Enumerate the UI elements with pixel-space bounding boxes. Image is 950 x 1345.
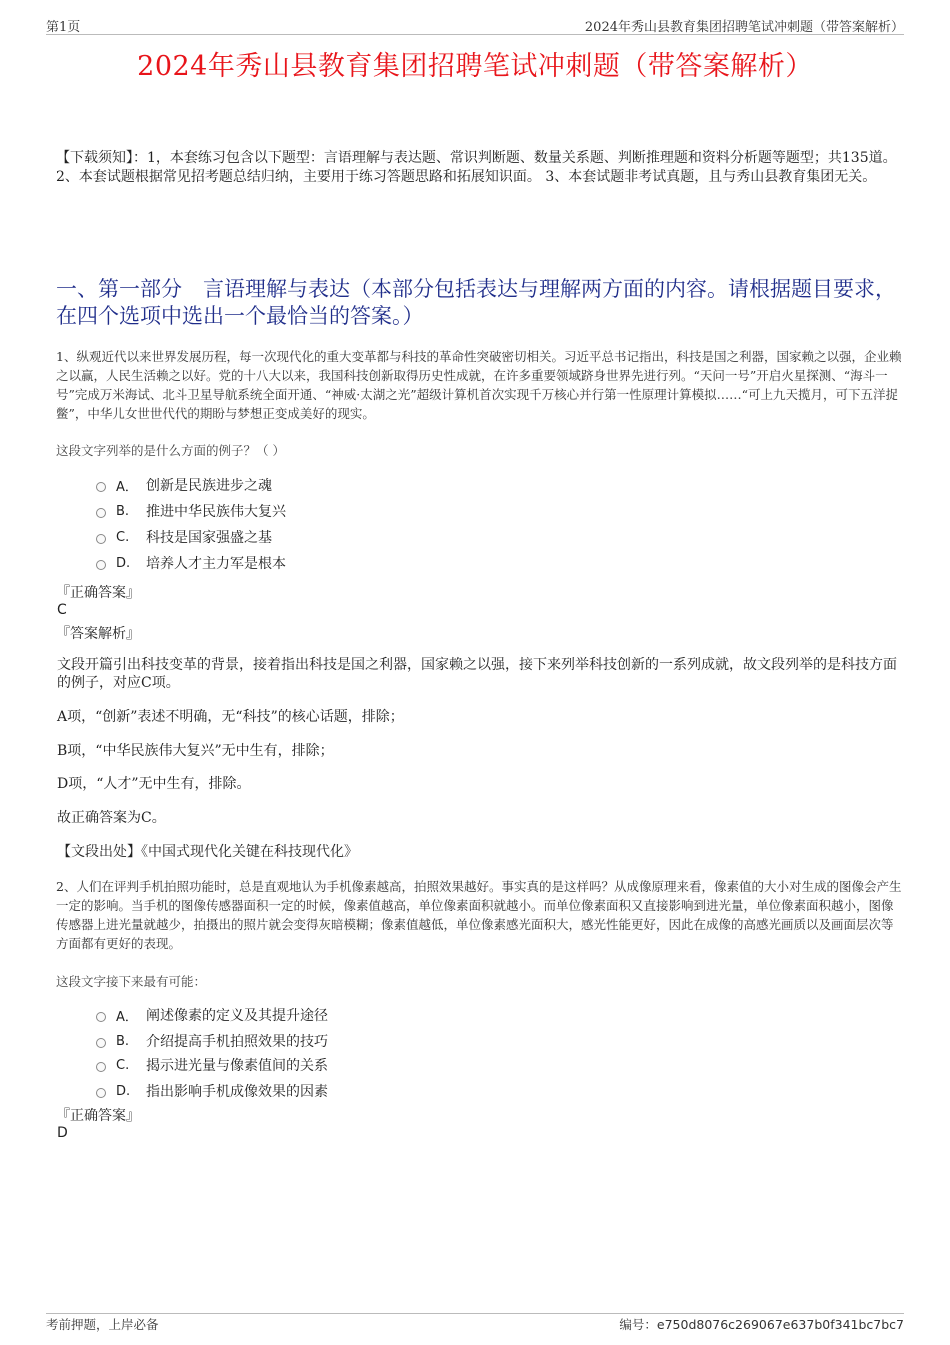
- page-number: 第1页: [46, 20, 81, 35]
- radio-icon[interactable]: [96, 534, 106, 544]
- radio-icon[interactable]: [96, 1088, 106, 1098]
- option-text: 指出影响手机成像效果的因素: [146, 1084, 328, 1100]
- footer-code-value: e750d8076c269067e637b0f341bc7bc7: [656, 1317, 904, 1332]
- page-footer: [46, 1313, 904, 1334]
- page-header: [46, 14, 904, 35]
- question-1-options: [96, 472, 286, 576]
- section-title: 一、第一部分 言语理解与表达（本部分包括表达与理解两方面的内容。请根据题目要求，在四个选项中选出一个最恰当的答案。）: [56, 277, 896, 328]
- radio-icon[interactable]: [96, 482, 106, 492]
- option-text: 推进中华民族伟大复兴: [146, 504, 286, 520]
- question-2-options: [96, 1002, 328, 1106]
- page-title: 2024年秀山县教育集团招聘笔试冲刺题（带答案解析）: [137, 51, 813, 82]
- option-b[interactable]: B. 推进中华民族伟大复兴: [96, 498, 286, 524]
- option-text: 阐述像素的定义及其提升途径: [146, 1008, 328, 1024]
- radio-icon[interactable]: [96, 1062, 106, 1072]
- option-d[interactable]: D. 培养人才主力军是根本: [96, 550, 286, 576]
- option-c[interactable]: C. 揭示进光量与像素值间的关系: [96, 1054, 328, 1076]
- radio-icon[interactable]: [96, 1012, 106, 1022]
- analysis-paragraph-5: 故正确答案为C。: [57, 810, 166, 826]
- option-c[interactable]: C. 科技是国家强盛之基: [96, 524, 286, 550]
- question-1-prompt: 这段文字列举的是什么方面的例子？（ ）: [56, 443, 285, 458]
- answer-value: C: [57, 602, 67, 618]
- option-text: 科技是国家强盛之基: [146, 530, 272, 546]
- option-a[interactable]: A． 阐述像素的定义及其提升途径: [96, 1002, 328, 1028]
- analysis-label: 『答案解析』: [56, 626, 140, 642]
- footer-slogan: 考前押题，上岸必备: [46, 1317, 159, 1332]
- download-notice: 【下载须知】：1，本套练习包含以下题型：言语理解与表达题、常识判断题、数量关系题、判断推理题和资料分析题等题型；共135道。 2、本套试题根据常见招考题总结归纳，主要用于练习答题思路和拓展知识面。 3、本套试题非考试真题，且与秀山县教育集团无关。: [56, 150, 897, 185]
- footer-code: [619, 1315, 904, 1333]
- footer-code-label: 编号：: [619, 1317, 657, 1332]
- header-doc-title: 2024年秀山县教育集团招聘笔试冲刺题（带答案解析）: [584, 20, 904, 35]
- answer-value: D: [57, 1125, 68, 1141]
- radio-icon[interactable]: [96, 508, 106, 518]
- option-text: 培养人才主力军是根本: [146, 556, 286, 572]
- answer-label: 『正确答案』: [56, 1108, 140, 1124]
- question-2-text: 2、人们在评判手机拍照功能时，总是直观地认为手机像素越高，拍照效果越好。事实真的是这样吗？从成像原理来看，像素值的大小对生成的图像会产生一定的影响。当手机的图像传感器面积一定的时候，像素值越高，单位像素面积就越小。而单位像素面积又直接影响到进光量，单位像素面积越小，图像传感器上进光量就越少，拍摄出的照片就会变得灰暗模糊；像素值越低，单位像素感光面积大，感光性能更好，因此在成像的高感光画质以及画面层次等方面都有更好的表现。: [56, 879, 902, 951]
- analysis-paragraph-2: A项，“创新”表述不明确，无“科技”的核心话题，排除；: [57, 709, 404, 725]
- source-citation: 【文段出处】《中国式现代化关键在科技现代化》: [57, 844, 358, 860]
- option-a[interactable]: A． 创新是民族进步之魂: [96, 472, 286, 498]
- question-1-text: 1、纵观近代以来世界发展历程，每一次现代化的重大变革都与科技的革命性突破密切相关。习近平总书记指出，科技是国之利器，国家赖之以强，企业赖之以赢，人民生活赖之以好。党的十八大以来，我国科技创新取得历史性成就，在许多重要领域跻身世界先进行列。“天问一号”开启火星探测、“海斗一号”完成万米海试、北斗卫星导航系统全面开通、“神威·太湖之光”超级计算机首次实现千万核心并行第一性原理计算模拟……“可上九天揽月，可下五洋捉鳖”，中华儿女世世代代的期盼与梦想正变成美好的现实。: [56, 349, 902, 421]
- analysis-paragraph-4: D项，“人才”无中生有，排除。: [57, 776, 251, 792]
- option-text: 介绍提高手机拍照效果的技巧: [146, 1034, 328, 1050]
- option-d[interactable]: D. 指出影响手机成像效果的因素: [96, 1076, 328, 1106]
- option-text: 揭示进光量与像素值间的关系: [146, 1058, 328, 1074]
- option-b[interactable]: B. 介绍提高手机拍照效果的技巧: [96, 1028, 328, 1054]
- analysis-paragraph-3: B项，“中华民族伟大复兴”无中生有，排除；: [57, 743, 334, 759]
- question-2-prompt: 这段文字接下来最有可能：: [56, 974, 207, 989]
- answer-label: 『正确答案』: [56, 585, 140, 601]
- radio-icon[interactable]: [96, 560, 106, 570]
- option-text: 创新是民族进步之魂: [146, 478, 272, 494]
- radio-icon[interactable]: [96, 1038, 106, 1048]
- analysis-paragraph-1: 文段开篇引出科技变革的背景，接着指出科技是国之利器，国家赖之以强，接下来列举科技创新的一系列成就，故文段列举的是科技方面的例子，对应C项。: [57, 657, 897, 691]
